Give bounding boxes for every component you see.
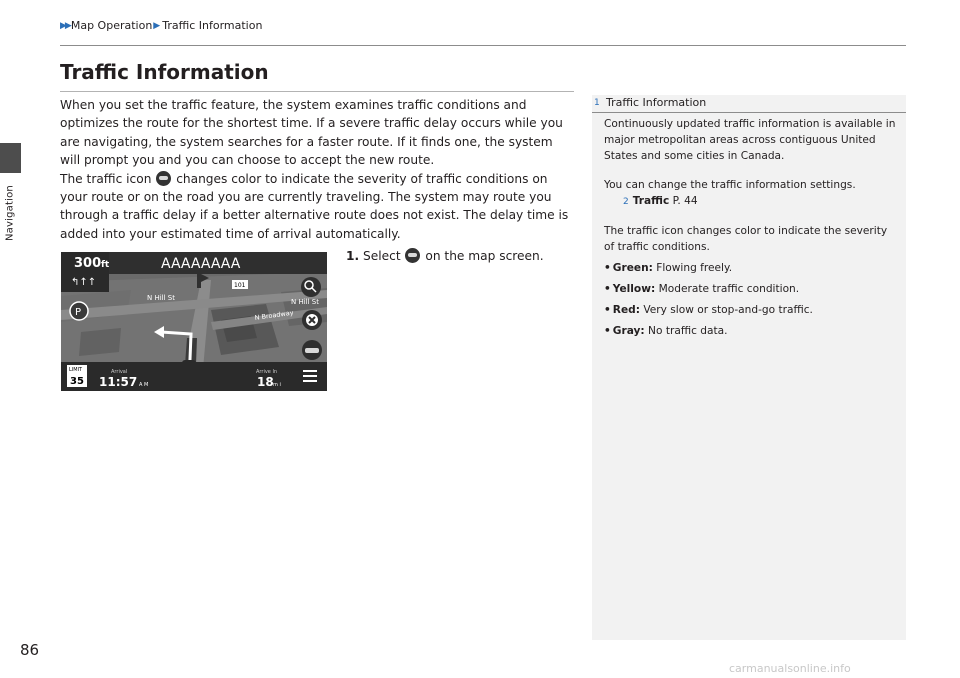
cross-reference[interactable] (604, 193, 900, 210)
legend-item-yellow: • Yellow: Moderate traffic condition. (604, 283, 800, 295)
map-street-banner: AAAAAAAA (161, 256, 241, 272)
legend-text-green: Flowing freely. (656, 262, 733, 274)
legend-item-green: • Green: Flowing freely. (604, 262, 733, 274)
arrive-in-value: 18 (257, 375, 274, 389)
map-menu-icon (303, 370, 317, 372)
step-text-start: Select (363, 249, 401, 263)
map-traffic-icon (305, 348, 319, 353)
arrival-time: 11:57 (99, 375, 138, 389)
traffic-icon (405, 248, 420, 263)
map-street-label-2: N Hill St (291, 298, 319, 306)
intro-text (60, 96, 575, 243)
sidebar-paragraph-3: The traffic icon changes color to indicate the severity of traffic conditions. (604, 225, 888, 253)
page-title: Traffic Information (60, 60, 269, 84)
step-text-end: on the map screen. (425, 249, 544, 263)
xref-page: P. 44 (672, 195, 698, 207)
sidebar-marker: 1 (594, 98, 600, 108)
watermark: carmanualsonline.info (729, 662, 851, 675)
legend-item-gray: • Gray: No traffic data. (604, 325, 728, 337)
header-rule (60, 45, 906, 46)
legend-text-red: Very slow or stop-and-go traffic. (643, 304, 813, 316)
map-distance-text: 300 (74, 256, 102, 271)
map-screen-illustration (61, 252, 327, 391)
breadcrumb-arrow-icon: ▶▶ (60, 20, 70, 31)
legend-item-red: • Red: Very slow or stop-and-go traffic. (604, 304, 813, 316)
legend-label-gray: Gray: (612, 325, 645, 337)
map-street-label-3: N Broadway (254, 308, 295, 322)
legend-label-green: Green: (612, 262, 653, 274)
section-label: Navigation (4, 185, 16, 241)
intro-paragraph-2-start: The traffic icon (60, 171, 152, 186)
title-rule (60, 91, 574, 92)
xref-target[interactable]: Traffic (632, 195, 670, 207)
sidebar-paragraph-2: You can change the traffic information settings. (604, 179, 856, 191)
step-1 (346, 248, 544, 263)
breadcrumb-link-map-operation[interactable]: Map Operation (70, 19, 153, 32)
arrive-in-unit: m i (273, 382, 281, 388)
intro-paragraph-2 (60, 170, 575, 244)
legend-text-yellow: Moderate traffic condition. (658, 283, 800, 295)
breadcrumb-separator-icon: ▶ (153, 20, 161, 31)
sidebar-note (592, 95, 906, 640)
step-number: 1. (346, 249, 360, 263)
legend-label-red: Red: (612, 304, 640, 316)
map-distance-unit: ft (101, 260, 110, 270)
section-tab-marker (0, 143, 21, 173)
xref-marker: 2 (623, 197, 629, 207)
map-screen-image (61, 252, 327, 391)
speed-limit-value: 35 (70, 376, 84, 387)
speed-limit-label: LIMIT (69, 367, 83, 373)
intro-paragraph-1: When you set the traffic feature, the system examines traffic conditions and optimizes the route for the shortest time. If a severe traffic delay occurs while you are navigating, the system searches for a faster route. If it finds one, the system will prompt you and you can choose to accept the new route. (60, 98, 563, 168)
sidebar-heading: Traffic Information (606, 96, 707, 109)
sidebar-paragraph-1: Continuously updated traffic information is available in major metropolitan areas across contiguous United States and some cities in Canada. (604, 118, 896, 162)
sidebar-note-body (604, 116, 900, 339)
traffic-icon (156, 171, 171, 186)
breadcrumb-link-traffic-information[interactable]: Traffic Information (162, 19, 263, 32)
parking-icon: P (75, 307, 82, 318)
arrival-suffix: A M (139, 382, 149, 388)
map-route-badge: 101 (234, 282, 246, 289)
map-street-label-1: N Hill St (147, 294, 175, 302)
intro-paragraph-2-end: changes color to indicate the severity of traffic conditions on your route or on the road you are currently traveling. The system may route you through a traffic delay if a better alternative route does not exist. The delay time is added into your estimated time of arrival automatically. (60, 171, 569, 241)
lane-arrows-icon: ↰↑↑ (71, 277, 97, 288)
breadcrumb (60, 19, 262, 32)
legend-text-gray: No traffic data. (648, 325, 728, 337)
sidebar-note-header (592, 95, 906, 113)
legend-label-yellow: Yellow: (612, 283, 656, 295)
arrive-in-label: Arrive In (256, 369, 278, 375)
page-number: 86 (20, 641, 40, 659)
arrival-label: Arrival (111, 369, 128, 375)
